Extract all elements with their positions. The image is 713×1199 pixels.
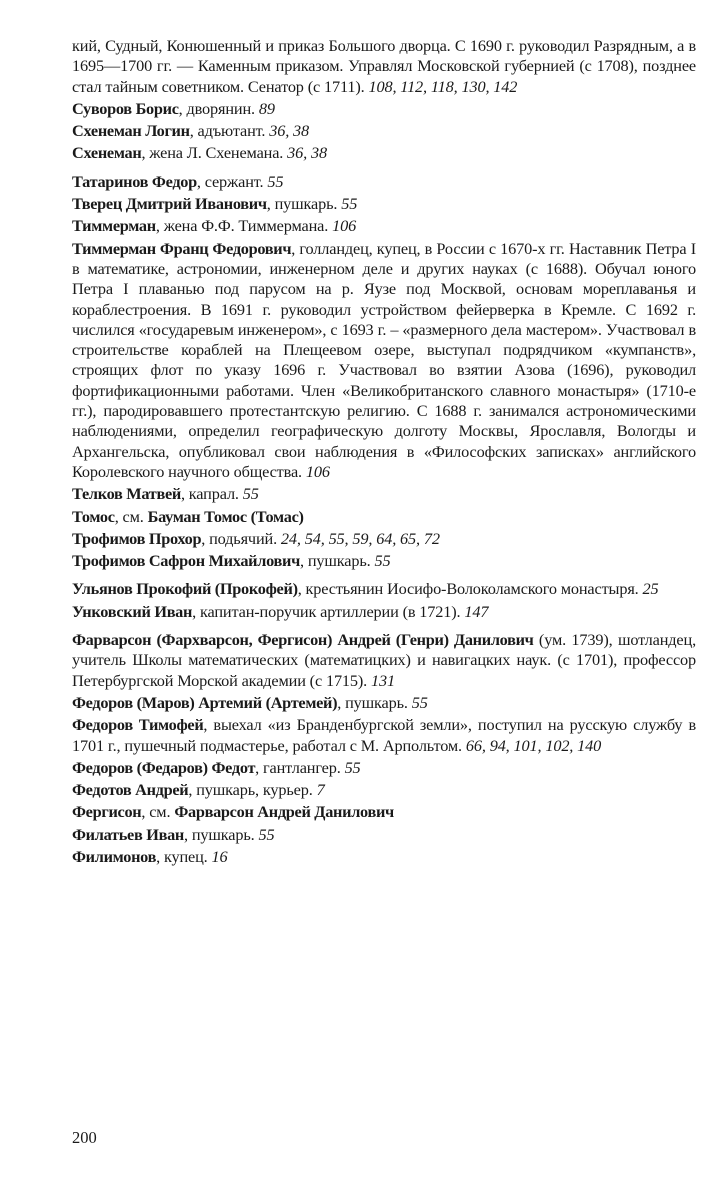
entry-description: , адъютант.: [189, 121, 266, 141]
entry-name: Федоров (Маров) Артемий (Артемей): [72, 692, 338, 712]
entry-description: , сержант.: [196, 171, 264, 191]
entry-pages: 147: [464, 601, 489, 621]
entry-pages: 24, 54, 55, 59, 64, 65, 72: [280, 528, 440, 548]
entry-name: Федоров Тимофей: [72, 715, 204, 735]
index-entry: [72, 847, 696, 867]
entry-name: Филатьев Иван: [72, 824, 184, 844]
entry-pages: 89: [258, 98, 275, 118]
entry-description: , пушкарь.: [266, 194, 338, 214]
entry-pages: 25: [642, 579, 659, 599]
entry-pages: 131: [371, 670, 396, 690]
index-entry: [72, 194, 696, 214]
entry-pages: 106: [305, 461, 330, 481]
entry-description: , пушкарь.: [184, 824, 255, 844]
entry-name: Федоров (Федаров) Федот: [72, 757, 256, 777]
entry-pages: 108, 112, 118, 130, 142: [368, 76, 518, 96]
entry-name: Суворов Борис: [72, 98, 179, 118]
entry-pages: 55: [344, 757, 361, 777]
entry-description: , см.: [141, 802, 175, 822]
index-entry: [72, 121, 696, 141]
index-entry: [72, 551, 696, 571]
index-entry: [72, 780, 696, 800]
entry-description: , пушкарь.: [337, 692, 408, 712]
page-number: 200: [72, 1128, 97, 1147]
index-entry: [72, 484, 696, 504]
entry-pages: 7: [316, 780, 325, 800]
index-entry: [72, 172, 696, 192]
entry-name: Унковский Иван: [72, 601, 193, 621]
entry-description: , капитан-поручик артиллерии (в 1721).: [192, 601, 461, 621]
entry-name: Схенеман Логин: [72, 121, 190, 141]
entry-cross-reference: Бауман Томос (Томас): [147, 506, 304, 526]
entry-description: , голландец, купец, в России с 1670-х гг. Наставник Петра I в математике, астрономии, инженерном деле и других науках (с 1688). Обучал юного Петра I плаванью под парусом на р. Яузе под Москвой, основам мореплаванья и кораблестроения. В 1691 г. руководил устройством фейерверка в Кремле. С 1692 г. числился «государевым инженером», с 1693 г. – «размерного дела мастером». Участвовал в строительстве кораблей на Плещеевом озере, выступал подрядчиком «кумпанств», строящих флот по указу 1696 г. Участвовал во взятии Азова (1696), руководил фортификационными работами. Член «Великобританского славного монастыря» (1710-е гг.), пародировавшего протестантскую религию. С 1688 г. занимался астрономическими наблюдениями, определил географическую долготу Москвы, Ярославля, Вологды и Архангельска, опубликовал свои наблюдения в «Философских записках» английского Королевского научного общества.: [72, 238, 696, 481]
entry-description: , гантлангер.: [255, 757, 341, 777]
entry-description: , купец.: [156, 846, 208, 866]
entry-pages: 36, 38: [269, 121, 310, 141]
entry-pages: 106: [332, 216, 357, 236]
entry-name: Трофимов Сафрон Михайлович: [72, 551, 300, 571]
index-page: [72, 36, 696, 869]
entry-description: , см.: [114, 506, 148, 526]
index-entry: [72, 507, 696, 527]
entry-pages: 36, 38: [287, 143, 327, 163]
index-entry: [72, 693, 696, 713]
index-entry: [72, 758, 696, 778]
entry-description: , жена Л. Схенемана.: [141, 143, 284, 163]
entry-name: Филимонов: [72, 846, 157, 866]
index-entry: [72, 602, 696, 622]
entry-pages: 55: [341, 194, 358, 214]
entry-pages: 55: [258, 824, 275, 844]
entry-description: , крестьянин Иосифо-Волоколамского монастыря.: [297, 579, 639, 599]
index-entry: [72, 143, 696, 163]
entry-description: , капрал.: [180, 484, 239, 504]
entry-name: Трофимов Прохор: [72, 528, 202, 548]
entry-name: Телков Матвей: [72, 484, 181, 504]
index-entry: [72, 216, 696, 236]
entry-name: Фергисон: [72, 802, 142, 822]
entry-pages: 66, 94, 101, 102, 140: [465, 735, 602, 755]
entry-name: Томос: [72, 506, 115, 526]
entry-description: , пушкарь.: [299, 551, 371, 571]
index-entry: [72, 802, 696, 822]
entry-name: Схенеман: [72, 143, 142, 163]
index-entry: [72, 239, 696, 483]
entry-name: Татаринов Федор: [72, 171, 197, 191]
index-entry: [72, 630, 696, 691]
entry-name: Тиммерман Франц Федорович: [72, 238, 292, 258]
entry-description: , выехал «из Бранденбургской земли», поступил на русскую службу в 1701 г., пушечный подмастерье, работал с М. Арпольтом.: [72, 715, 696, 755]
entry-name: Федотов Андрей: [72, 780, 189, 800]
entry-description: , подьячий.: [201, 528, 277, 548]
entry-cross-reference: Фарварсон Андрей Данилович: [174, 802, 394, 822]
entry-description: (ум. 1739), шотландец, учитель Школы математических (математицких) и навигацких наук. (с 1701), профессор Петербургской Морской академии (с 1715).: [72, 630, 696, 690]
entry-name: Тиммерман: [72, 216, 156, 236]
entry-description: , жена Ф.Ф. Тиммермана.: [155, 216, 329, 236]
index-entry: [72, 715, 696, 756]
entry-pages: 55: [411, 692, 428, 712]
index-entry: [72, 99, 696, 119]
entry-name: Фарварсон (Фархварсон, Фергисон) Андрей (Генри) Данилович: [72, 630, 534, 650]
entry-description: , дворянин.: [178, 98, 255, 118]
entry-name: Тверец Дмитрий Иванович: [72, 194, 267, 214]
entry-description: кий, Судный, Конюшенный и приказ Большого дворца. С 1690 г. руководил Разрядным, а в 1695—1700 гг. — Каменным приказом. Управлял Московской губернией (с 1708), позднее стал тайным советником. Сенатор (с 1711).: [72, 36, 696, 96]
index-entry: [72, 529, 696, 549]
entry-pages: 55: [374, 551, 391, 571]
entry-pages: 55: [267, 171, 284, 191]
index-entry: [72, 579, 696, 599]
index-entry: [72, 36, 696, 97]
entry-pages: 55: [242, 484, 259, 504]
entry-name: Ульянов Прокофий (Прокофей): [72, 579, 298, 599]
entry-pages: 16: [211, 846, 228, 866]
index-entry: [72, 825, 696, 845]
entry-description: , пушкарь, курьер.: [188, 780, 313, 800]
